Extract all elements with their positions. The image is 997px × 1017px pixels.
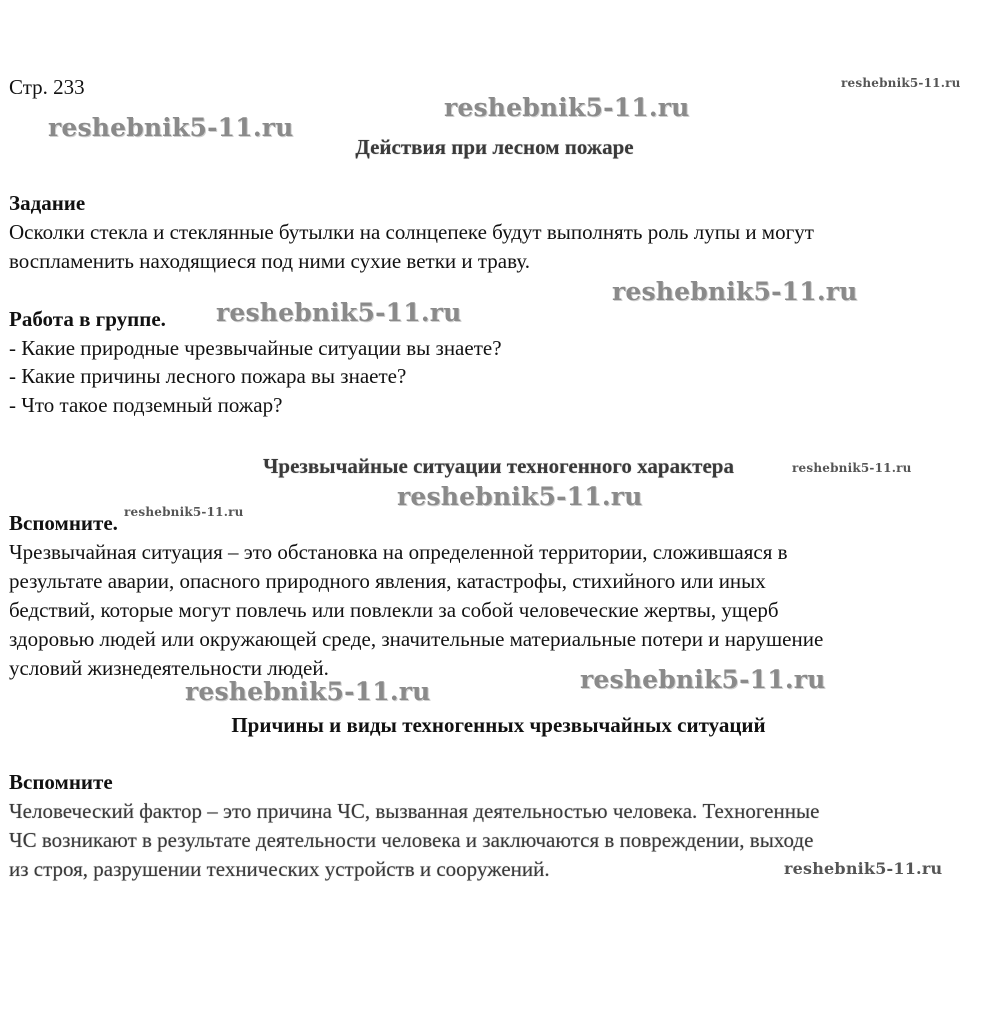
watermark: reshebnik5-11.ru (48, 113, 294, 142)
remember2-line-1: Человеческий фактор – это причина ЧС, вызванная деятельностью человека. Техногенные (9, 799, 820, 823)
group-question-1: - Какие природные чрезвычайные ситуации вы знаете? (9, 336, 502, 360)
group-question-2: - Какие причины лесного пожара вы знаете? (9, 364, 407, 388)
remember1-line-2: результате аварии, опасного природного явления, катастрофы, стихийного или иных (9, 569, 766, 593)
section-title-causes: Причины и виды техногенных чрезвычайных ситуаций (231, 713, 766, 737)
watermark: reshebnik5-11.ru (580, 665, 826, 694)
page-number: Стр. 233 (9, 75, 85, 99)
remember2-line-3: из строя, разрушении технических устройств и сооружений. (9, 857, 550, 881)
remember1-line-1: Чрезвычайная ситуация – это обстановка на определенной территории, сложившаяся в (9, 540, 788, 564)
task-line-1: Осколки стекла и стеклянные бутылки на солнцепеке будут выполнять роль лупы и могут (9, 220, 814, 244)
watermark: reshebnik5-11.ru (185, 677, 431, 706)
watermark: reshebnik5-11.ru (784, 859, 943, 878)
remember1-line-5: условий жизнедеятельности людей. (9, 656, 329, 680)
section-title-forest-fire: Действия при лесном пожаре (355, 135, 634, 159)
watermark: reshebnik5-11.ru (612, 277, 858, 306)
remember-label-2: Вспомните (9, 770, 113, 794)
watermark: reshebnik5-11.ru (124, 505, 244, 519)
section-title-technogenic: Чрезвычайные ситуации техногенного характера (262, 454, 734, 478)
watermark: reshebnik5-11.ru (397, 482, 643, 511)
group-work-label: Работа в группе. (9, 307, 166, 331)
group-question-3: - Что такое подземный пожар? (9, 393, 283, 417)
remember1-line-3: бедствий, которые могут повлечь или повлекли за собой человеческие жертвы, ущерб (9, 598, 779, 622)
task-label: Задание (9, 191, 86, 215)
remember1-line-4: здоровью людей или окружающей среде, значительные материальные потери и нарушение (9, 627, 824, 651)
watermark: reshebnik5-11.ru (216, 298, 462, 327)
watermark: reshebnik5-11.ru (792, 461, 912, 475)
task-line-2: воспламенить находящиеся под ними сухие ветки и траву. (9, 249, 530, 273)
remember-label-1: Вспомните. (9, 511, 118, 535)
watermark: reshebnik5-11.ru (444, 93, 690, 122)
remember2-line-2: ЧС возникают в результате деятельности человека и заключаются в повреждении, выходе (9, 828, 814, 852)
watermark: reshebnik5-11.ru (841, 76, 961, 90)
